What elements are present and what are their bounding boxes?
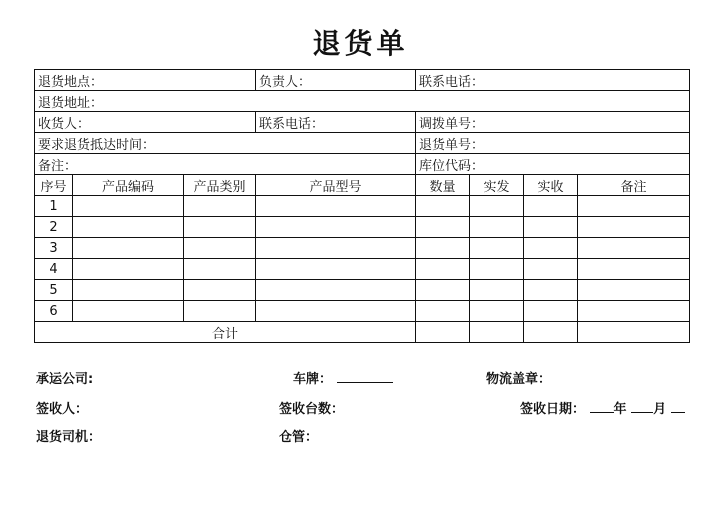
cell-received[interactable]	[524, 280, 578, 301]
cell-product-model[interactable]	[256, 280, 416, 301]
cell-received[interactable]	[524, 238, 578, 259]
required-arrival-field[interactable]: 要求退货抵达时间：	[35, 133, 416, 154]
total-received[interactable]	[524, 322, 578, 343]
cell-product-category[interactable]	[184, 196, 256, 217]
cell-shipped[interactable]	[470, 238, 524, 259]
signer-label: 签收人：	[36, 402, 89, 417]
cell-shipped[interactable]	[470, 301, 524, 322]
cell-product-model[interactable]	[256, 217, 416, 238]
row-index: 2	[35, 217, 73, 238]
cell-remarks[interactable]	[578, 280, 690, 301]
cell-product-code[interactable]	[73, 301, 184, 322]
cell-product-model[interactable]	[256, 259, 416, 280]
cell-remarks[interactable]	[578, 238, 690, 259]
col-header-quantity: 数量	[416, 175, 470, 196]
total-quantity[interactable]	[416, 322, 470, 343]
cell-shipped[interactable]	[470, 217, 524, 238]
consignee-field[interactable]: 收货人：	[35, 112, 256, 133]
contact-phone-field[interactable]: 联系电话：	[416, 70, 690, 91]
header-row-1	[35, 70, 690, 91]
col-header-product-model: 产品型号	[256, 175, 416, 196]
sign-date-field	[520, 398, 685, 417]
return-address-field[interactable]: 退货地址：	[35, 91, 690, 112]
total-row	[35, 322, 690, 343]
cell-product-code[interactable]	[73, 280, 184, 301]
logistics-seal-label: 物流盖章：	[486, 372, 552, 387]
day-blank[interactable]	[671, 400, 685, 413]
return-form-table	[34, 69, 690, 343]
table-row	[35, 238, 690, 259]
cell-quantity[interactable]	[416, 280, 470, 301]
cell-shipped[interactable]	[470, 259, 524, 280]
carrier-label: 承运公司:	[36, 372, 94, 387]
cell-received[interactable]	[524, 217, 578, 238]
plate-blank[interactable]	[337, 370, 393, 383]
col-header-product-code: 产品编码	[73, 175, 184, 196]
table-row	[35, 301, 690, 322]
cell-quantity[interactable]	[416, 259, 470, 280]
cell-quantity[interactable]	[416, 196, 470, 217]
table-row	[35, 280, 690, 301]
cell-product-code[interactable]	[73, 238, 184, 259]
cell-shipped[interactable]	[470, 280, 524, 301]
cell-product-code[interactable]	[73, 259, 184, 280]
header-row-2	[35, 91, 690, 112]
cell-product-category[interactable]	[184, 259, 256, 280]
cell-shipped[interactable]	[470, 196, 524, 217]
cell-remarks[interactable]	[578, 217, 690, 238]
row-index: 5	[35, 280, 73, 301]
header-row-3	[35, 112, 690, 133]
return-location-field[interactable]: 退货地点：	[35, 70, 256, 91]
transfer-no-field[interactable]: 调拨单号：	[416, 112, 690, 133]
year-label: 年	[613, 402, 627, 417]
consignee-phone-field[interactable]: 联系电话：	[256, 112, 416, 133]
cell-remarks[interactable]	[578, 301, 690, 322]
col-header-shipped: 实发	[470, 175, 524, 196]
month-label: 月	[653, 402, 667, 417]
sign-date-label: 签收日期：	[520, 402, 586, 417]
table-row	[35, 217, 690, 238]
cell-product-category[interactable]	[184, 280, 256, 301]
col-header-remarks: 备注	[578, 175, 690, 196]
row-index: 1	[35, 196, 73, 217]
year-blank[interactable]	[590, 400, 614, 413]
cell-quantity[interactable]	[416, 238, 470, 259]
cell-remarks[interactable]	[578, 196, 690, 217]
plate-label: 车牌：	[293, 372, 333, 387]
row-index: 6	[35, 301, 73, 322]
col-header-index: 序号	[35, 175, 73, 196]
col-header-received: 实收	[524, 175, 578, 196]
driver-label: 退货司机：	[36, 430, 102, 445]
person-in-charge-field[interactable]: 负责人：	[256, 70, 416, 91]
column-header-row	[35, 175, 690, 196]
table-row	[35, 196, 690, 217]
warehouse-code-field[interactable]: 库位代码：	[416, 154, 690, 175]
cell-product-model[interactable]	[256, 301, 416, 322]
cell-product-category[interactable]	[184, 217, 256, 238]
col-header-product-category: 产品类别	[184, 175, 256, 196]
cell-received[interactable]	[524, 301, 578, 322]
month-blank[interactable]	[631, 400, 653, 413]
plate-field	[293, 368, 393, 387]
remarks-field[interactable]: 备注：	[35, 154, 416, 175]
row-index: 3	[35, 238, 73, 259]
page-title: 退货单	[312, 27, 409, 60]
total-shipped[interactable]	[470, 322, 524, 343]
cell-product-model[interactable]	[256, 196, 416, 217]
cell-received[interactable]	[524, 259, 578, 280]
cell-product-code[interactable]	[73, 217, 184, 238]
cell-quantity[interactable]	[416, 301, 470, 322]
return-no-field[interactable]: 退货单号：	[416, 133, 690, 154]
header-row-4	[35, 133, 690, 154]
table-row	[35, 259, 690, 280]
cell-quantity[interactable]	[416, 217, 470, 238]
warehouse-keeper-label: 仓管：	[279, 430, 319, 445]
sign-count-label: 签收台数：	[279, 402, 345, 417]
row-index: 4	[35, 259, 73, 280]
cell-product-code[interactable]	[73, 196, 184, 217]
total-label: 合计	[35, 322, 416, 343]
cell-product-category[interactable]	[184, 301, 256, 322]
cell-received[interactable]	[524, 196, 578, 217]
header-row-5	[35, 154, 690, 175]
cell-remarks[interactable]	[578, 259, 690, 280]
total-remarks[interactable]	[578, 322, 690, 343]
cell-product-category[interactable]	[184, 238, 256, 259]
cell-product-model[interactable]	[256, 238, 416, 259]
